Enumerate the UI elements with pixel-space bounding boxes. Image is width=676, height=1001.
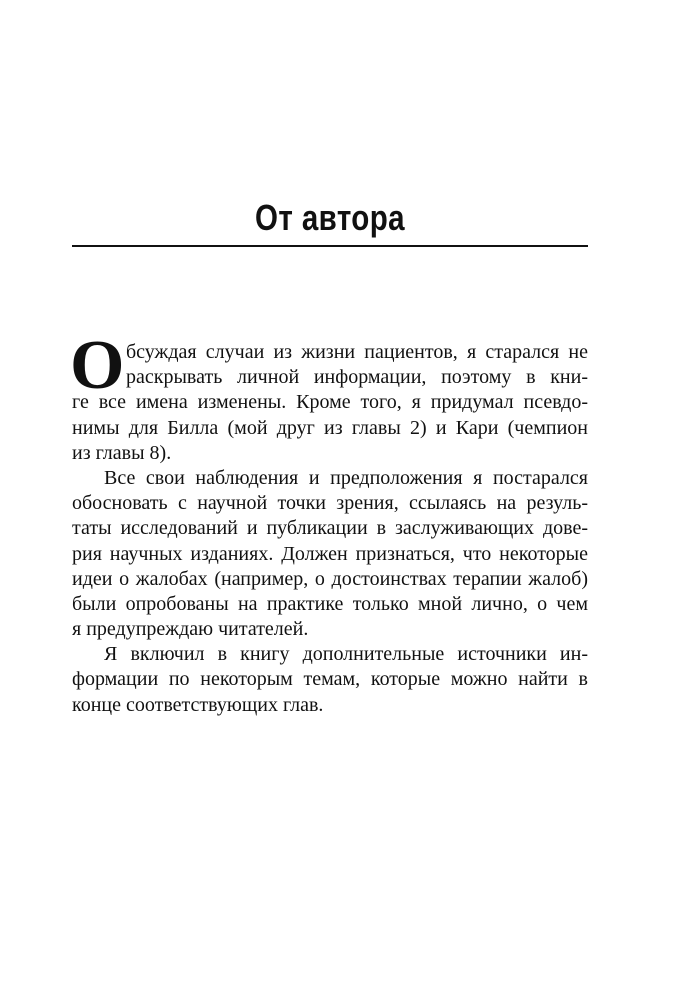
text-line: раскрывать личной информации, поэтому в кни- [126, 366, 588, 389]
text-line: конце соответствующих глав. [72, 693, 324, 716]
text-line: бсуждая случаи из жизни пациентов, я старался не [126, 341, 588, 363]
title-divider [72, 245, 588, 247]
drop-cap: О [70, 327, 125, 404]
text-line: я предупреждаю читателей. [72, 618, 309, 641]
text-line: рия научных изданиях. Должен признаться, что некоторые [72, 542, 588, 565]
text-line: нимы для Билла (мой друг из главы 2) и Кари (чемпион [72, 416, 588, 439]
text-line: формации по некоторым темам, которые можно найти в [72, 668, 588, 691]
body-text [70, 327, 588, 718]
text-line: обосновать с научной точки зрения, ссылаясь на резуль- [72, 492, 588, 515]
text-line: ге все имена изменены. Кроме того, я придумал псевдо- [72, 391, 588, 414]
text-line: идеи о жалобах (например, о достоинствах терапии жалоб) [72, 567, 588, 590]
text-line: из главы 8). [72, 441, 172, 464]
text-line: были опробованы на практике только мной лично, о чем [72, 592, 588, 615]
page-title: От автора [254, 197, 406, 238]
text-line: Все свои наблюдения и предположения я постарался [104, 466, 588, 489]
text-line: Я включил в книгу дополнительные источники ин- [104, 643, 588, 666]
text-line: таты исследований и публикации в заслуживающих дове- [72, 517, 588, 540]
